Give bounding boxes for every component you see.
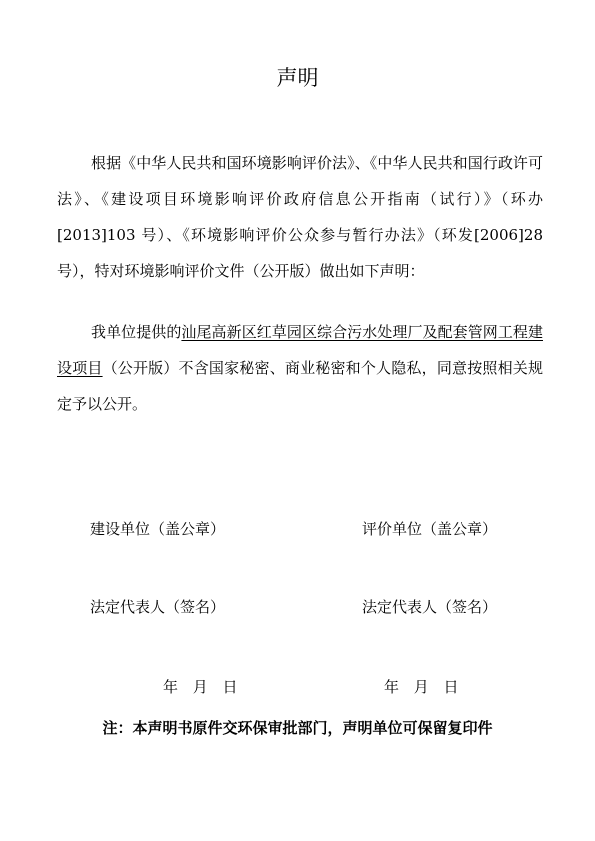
date-right: 年 月 日	[384, 678, 459, 696]
declaration-suffix: （公开版）不含国家秘密、商业秘密和个人隐私，同意按照相关规定予以公开。	[57, 359, 543, 413]
declaration-paragraph	[57, 314, 543, 422]
page-title: 声明	[276, 66, 319, 90]
legal-representative-right-label: 法定代表人（签名）	[362, 598, 498, 616]
legal-representative-left-label: 法定代表人（签名）	[90, 598, 226, 616]
project-name: 汕尾高新区红草园区综合污水处理厂及配套管网工程建设项目	[57, 323, 543, 377]
date-left: 年 月 日	[163, 678, 238, 696]
construction-unit-label: 建设单位（盖公章）	[90, 520, 226, 538]
evaluation-unit-label: 评价单位（盖公章）	[362, 520, 498, 538]
declaration-prefix: 我单位提供的	[91, 323, 182, 341]
legal-basis-paragraph: 根据《中华人民共和国环境影响评价法》、《中华人民共和国行政许可法》、《建设项目环境影响评价政府信息公开指南（试行）》（环办[2013]103 号）、《环境影响评价公众参与暂行办法》（环发[2006]28 号），特对环境影响评价文件（公开版）做出如下声明：	[57, 154, 543, 280]
footnote: 注：本声明书原件交环保审批部门，声明单位可保留复印件	[102, 719, 493, 737]
